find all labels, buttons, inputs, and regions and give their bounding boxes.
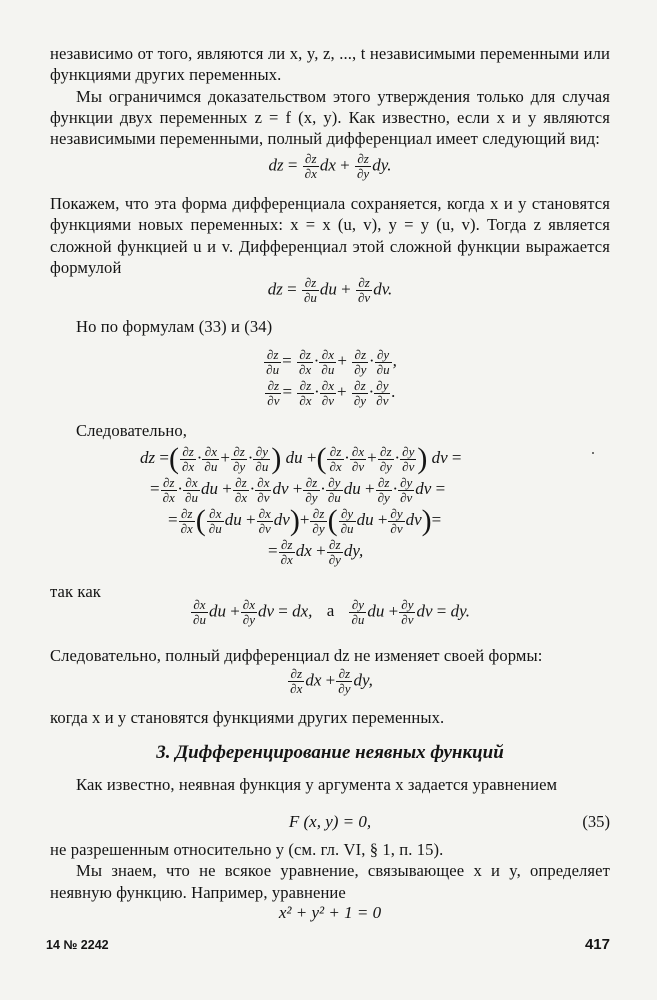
equation-35 [50,812,610,832]
paragraph-10: не разрешенным относительно y (см. гл. VI, § 1, п. 15). [50,840,444,859]
equation-line: = $\frac{\partial z}{\partial x}$ ( $\frac{\partial x}{\partial u}$ du + $\frac{\partial x}{\partial v}$ dv)+ $\frac{\partial z}{\partial y}$ ( $\frac{\partial y}{\partial u}$ du + $\frac{\partial y}{\partial v}$ dv)= [168,504,442,538]
equation-chain-rule-system [50,345,610,407]
paragraph-6: так как [50,582,101,601]
section-heading: 3. Дифференцирование неявных функций [156,742,504,763]
paragraph-continuation [50,43,610,149]
equation-total-differential-xy: dz = $\frac{\partial z}{\partial x}$ dx + $\frac{\partial z}{\partial y}$ dy. [268,151,392,181]
paragraph-1: независимо от того, являются ли x, y, z, ..., t независимыми переменными или функциями других переменных. [50,44,610,85]
equation-line: = $\frac{\partial z}{\partial x}$ dx + $\frac{\partial z}{\partial y}$ dy, [268,536,364,567]
paragraph-9: Как известно, неявная функция y аргумента x задается уравнением [76,775,558,794]
fraction: $\frac{\partial z}{\partial u}$ [303,275,317,305]
equation-number: (35) [582,812,610,831]
print-speck [592,452,594,454]
equation-example [50,903,610,923]
equation-line: $\frac{\partial z}{\partial v}$ = $\frac{\partial z}{\partial x}$ · $\frac{\partial x}{\partial v}$ + $\frac{\partial z}{\partial y}$ · $\frac{\partial y}{\partial v}$ . [267,377,396,408]
fraction: $\frac{\partial z}{\partial y}$ [357,151,370,181]
paragraph-10-block [50,839,610,903]
page-number: 417 [584,936,610,953]
equation-invariant-form: $\frac{\partial z}{\partial x}$ dx + $\frac{\partial z}{\partial y}$ dy, [290,666,373,696]
fraction: $\frac{\partial z}{\partial v}$ [358,275,371,305]
paragraph-7: Следовательно, полный дифференциал dz не изменяет своей формы: [50,646,543,665]
printer-signature: 14 № 2242 [46,938,109,952]
equation-line: = $\frac{\partial z}{\partial x}$ · $\frac{\partial x}{\partial u}$ du + $\frac{\partial z}{\partial x}$ · $\frac{\partial x}{\partial v}$ dv + $\frac{\partial z}{\partial y}$ · $\frac{\partial y}{\partial u}$ du + $\frac{\partial z}{\partial y}$ · $\frac{\partial y}{\partial v}$ dv = [150,474,446,505]
paragraph-8-block [50,707,610,728]
paragraph-2: Мы ограничимся доказательством этого утверждения только для случая функции двух переменных z = f (x, y). Как известно, если x и y являются независимыми переменными, полный дифференциал имеет следующий вид: [50,86,610,149]
paragraph-11: Мы знаем, что не всякое уравнение, связывающее x и y, определяет неявную функцию. Например, уравнение [50,861,610,902]
fraction: $\frac{\partial z}{\partial x}$ [304,151,317,181]
equation-derivation [140,442,610,566]
paragraph-5: Следовательно, [76,421,187,440]
paragraph-3: Покажем, что эта форма дифференциала сохраняется, когда x и y становятся функциями новых переменных: x = x (u, v), y = y (u, v). Тогда z является сложной функцией u и v. Дифференциал этой сложной функции выражается формулой [50,194,610,277]
paragraph-4: Но по формулам (33) и (34) [76,317,273,336]
equation-line: $\frac{\partial z}{\partial u}$ = $\frac{\partial z}{\partial x}$ · $\frac{\partial x}{\partial u}$ + $\frac{\partial z}{\partial y}$ · $\frac{\partial y}{\partial u}$ , [266,346,397,377]
paragraph-9-block [50,774,610,795]
equation-since: $\frac{\partial x}{\partial u}$ du + $\frac{\partial x}{\partial y}$ dv = dx, а $\frac{\partial y}{\partial u}$ du + $\frac{\partial y}{\partial v}$ dv = dy. [193,597,470,627]
paragraph-4-block [50,316,610,337]
paragraph-3-block [50,193,610,278]
paragraph-5-block [50,420,610,441]
equation-example-text: x² + y² + 1 = 0 [278,903,382,922]
paragraph-8: когда x и y становятся функциями других переменных. [50,708,445,727]
equation-total-differential-uv: dz = $\frac{\partial z}{\partial u}$ du + $\frac{\partial z}{\partial v}$ dv. [267,275,393,305]
equation-line: dz =( $\frac{\partial z}{\partial x}$ · $\frac{\partial x}{\partial u}$ + $\frac{\partial z}{\partial y}$ · $\frac{\partial y}{\partial u}$ ) du +( $\frac{\partial z}{\partial x}$ · $\frac{\partial x}{\partial v}$ + $\frac{\partial z}{\partial y}$ · $\frac{\partial y}{\partial v}$ ) dv = [140,442,462,476]
equation-35-text: F (x, y) = 0, [288,812,372,831]
paragraph-7-block [50,645,610,666]
conjunction-text: а [326,601,335,621]
